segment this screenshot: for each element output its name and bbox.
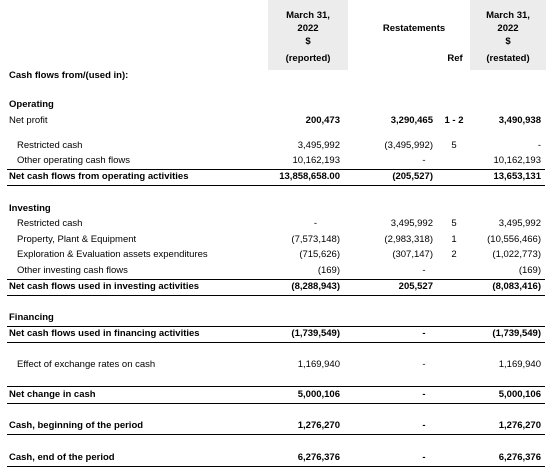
reported-header-currency: $ — [305, 36, 311, 47]
operating-total-label: Net cash flows from operating activities — [9, 171, 189, 182]
cash-end-reported: 6,276,376 — [297, 452, 340, 463]
operating-total-restatement: (205,527) — [392, 171, 433, 182]
row-label: Restricted cash — [17, 140, 83, 151]
cash-end-restated: 6,276,376 — [498, 452, 541, 463]
row-label: Property, Plant & Equipment — [17, 234, 137, 245]
cell-restatement: (2,983,318) — [384, 234, 433, 245]
cash-end-label: Cash, end of the period — [9, 452, 115, 463]
fx-restatement: - — [422, 359, 426, 370]
reported-header-line1: March 31, — [286, 10, 330, 21]
reported-header-line2: 2022 — [297, 23, 319, 34]
rule-above-operating-total — [7, 169, 545, 170]
financing-total-reported: (1,739,549) — [291, 328, 340, 339]
cell-reported: 10,162,193 — [292, 155, 340, 166]
rule-below-investing-total — [7, 295, 545, 296]
cell-reported: 3,495,992 — [297, 140, 340, 151]
fx-label: Effect of exchange rates on cash — [17, 359, 156, 370]
cell-restatement: - — [422, 155, 426, 166]
cell-reported: (169) — [317, 265, 340, 276]
investing-total-restatement: 205,527 — [398, 281, 433, 292]
cell-ref: 5 — [451, 140, 457, 151]
cell-restated: 3,495,992 — [498, 218, 541, 229]
cell-restated: (10,556,466) — [487, 234, 541, 245]
cell-reported: 200,473 — [305, 115, 340, 126]
cash-begin-label: Cash, beginning of the period — [9, 420, 144, 431]
cell-ref: 5 — [451, 218, 457, 229]
financing-total-restatement: - — [422, 328, 426, 339]
fx-reported: 1,169,940 — [297, 359, 340, 370]
cell-restatement: (3,495,992) — [384, 140, 433, 151]
restated-header-note: (restated) — [486, 53, 530, 64]
net-change-restatement: - — [422, 389, 426, 400]
financing-heading: Financing — [9, 312, 54, 323]
statement-title: Cash flows from/(used in): — [9, 70, 129, 81]
investing-total-reported: (8,288,943) — [291, 281, 340, 292]
row-label: Other operating cash flows — [17, 155, 131, 166]
fx-restated: 1,169,940 — [498, 359, 541, 370]
row-label: Restricted cash — [17, 218, 83, 229]
cell-reported: (715,626) — [299, 249, 340, 260]
cell-restated: (169) — [518, 265, 541, 276]
row-label: Other investing cash flows — [17, 265, 128, 276]
row-label: Net profit — [9, 115, 48, 126]
cell-ref: 1 - 2 — [444, 115, 464, 126]
restated-header-line1: March 31, — [486, 10, 530, 21]
financing-total-label: Net cash flows used in financing activities — [9, 328, 200, 339]
rule-above-net-change — [7, 386, 545, 387]
reported-header-note: (reported) — [285, 53, 331, 64]
cell-restatement: - — [422, 265, 426, 276]
restatements-header: Restatements — [382, 23, 446, 34]
cell-restated: 3,490,938 — [498, 115, 541, 126]
cell-restatement: (307,147) — [392, 249, 433, 260]
financing-total-restated: (1,739,549) — [492, 328, 541, 339]
net-change-reported: 5,000,106 — [297, 389, 340, 400]
cash-end-restatement: - — [422, 452, 426, 463]
cell-restatement: 3,290,465 — [390, 115, 433, 126]
cell-restatement: 3,495,992 — [390, 218, 433, 229]
rule-below-net-change — [7, 403, 545, 404]
cash-begin-restated: 1,276,270 — [498, 420, 541, 431]
investing-total-label: Net cash flows used in investing activities — [9, 281, 200, 292]
cell-ref: 2 — [451, 249, 457, 260]
cell-restated: 10,162,193 — [493, 155, 541, 166]
investing-total-restated: (8,083,416) — [492, 281, 541, 292]
ref-header: Ref — [447, 53, 463, 64]
rule-below-cash-end — [7, 466, 545, 467]
cell-reported: - — [313, 218, 317, 229]
cell-restated: (1,022,773) — [492, 249, 541, 260]
cell-reported: (7,573,148) — [291, 234, 340, 245]
rule-below-financing-total — [7, 342, 545, 343]
restated-header-currency: $ — [505, 36, 511, 47]
rule-above-investing-total — [7, 279, 545, 280]
restated-header-line2: 2022 — [497, 23, 519, 34]
operating-total-reported: 13,858,658.00 — [279, 171, 340, 182]
cash-begin-restatement: - — [422, 420, 426, 431]
rule-above-financing-total — [7, 326, 545, 327]
rule-below-cash-begin — [7, 434, 545, 435]
operating-total-restated: 13,653,131 — [493, 171, 541, 182]
cell-ref: 1 — [451, 234, 457, 245]
net-change-label: Net change in cash — [9, 389, 96, 400]
cell-restated: - — [537, 140, 541, 151]
row-label: Exploration & Evaluation assets expenditures — [17, 249, 208, 260]
investing-heading: Investing — [9, 203, 51, 214]
rule-below-operating-total — [7, 185, 545, 186]
operating-heading: Operating — [9, 99, 54, 110]
cash-begin-reported: 1,276,270 — [297, 420, 340, 431]
net-change-restated: 5,000,106 — [498, 389, 541, 400]
